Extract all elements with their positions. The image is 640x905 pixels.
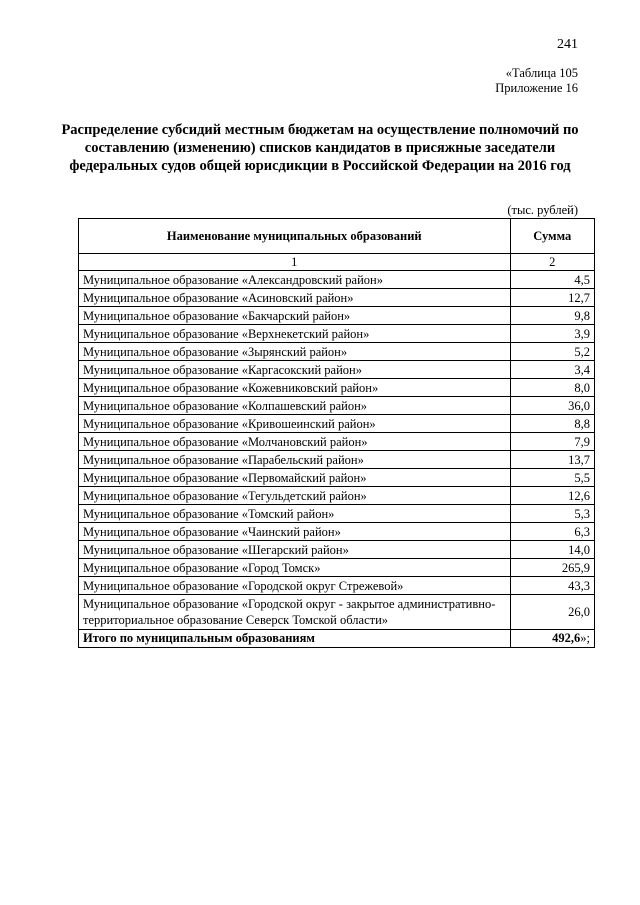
row-sum: 9,8 — [510, 307, 594, 325]
row-name: Муниципальное образование «Зырянский район» — [79, 343, 511, 361]
row-sum: 12,7 — [510, 289, 594, 307]
row-name: Муниципальное образование «Тегульдетский район» — [79, 487, 511, 505]
table-row — [79, 307, 595, 325]
total-label: Итого по муниципальным образованиям — [79, 630, 511, 648]
row-sum: 6,3 — [510, 523, 594, 541]
table-reference: «Таблица 105 — [505, 66, 578, 80]
appendix-reference — [495, 66, 578, 96]
row-sum: 36,0 — [510, 397, 594, 415]
table-row — [79, 397, 595, 415]
table-row — [79, 595, 595, 630]
row-name: Муниципальное образование «Парабельский район» — [79, 451, 511, 469]
table-row — [79, 541, 595, 559]
column-number: 2 — [510, 254, 594, 271]
row-sum: 12,6 — [510, 487, 594, 505]
row-sum: 5,3 — [510, 505, 594, 523]
table-row — [79, 487, 595, 505]
table-row — [79, 361, 595, 379]
row-name: Муниципальное образование «Александровский район» — [79, 271, 511, 289]
row-name: Муниципальное образование «Верхнекетский район» — [79, 325, 511, 343]
table-row — [79, 523, 595, 541]
row-sum: 3,4 — [510, 361, 594, 379]
row-sum: 14,0 — [510, 541, 594, 559]
row-name: Муниципальное образование «Асиновский район» — [79, 289, 511, 307]
row-name: Муниципальное образование «Шегарский район» — [79, 541, 511, 559]
column-number-row — [79, 254, 595, 271]
row-name: Муниципальное образование «Городской округ Стрежевой» — [79, 577, 511, 595]
total-sum: 492,6 — [552, 631, 581, 645]
table-row — [79, 325, 595, 343]
row-name: Муниципальное образование «Каргасокский район» — [79, 361, 511, 379]
table-row — [79, 469, 595, 487]
header-name: Наименование муниципальных образований — [79, 219, 511, 254]
row-sum: 8,8 — [510, 415, 594, 433]
document-title: Распределение субсидий местным бюджетам на осуществление полномочий по составлению (изменению) списков кандидатов в присяжные заседатели федеральных судов общей юрисдикции в Российской Федерации на 2016 год — [61, 122, 579, 174]
subsidy-table — [78, 218, 595, 648]
table-header-row — [79, 219, 595, 254]
total-sum-cell — [510, 630, 594, 648]
row-name: Муниципальное образование «Томский район» — [79, 505, 511, 523]
row-sum: 5,5 — [510, 469, 594, 487]
row-sum: 26,0 — [510, 595, 594, 630]
row-sum: 7,9 — [510, 433, 594, 451]
total-row — [79, 630, 595, 648]
row-sum: 8,0 — [510, 379, 594, 397]
table-row — [79, 559, 595, 577]
table-row — [79, 271, 595, 289]
table-row — [79, 505, 595, 523]
total-suffix: »; — [580, 631, 590, 645]
table-row — [79, 577, 595, 595]
header-sum: Сумма — [510, 219, 594, 254]
row-sum: 13,7 — [510, 451, 594, 469]
table-row — [79, 343, 595, 361]
table-row — [79, 379, 595, 397]
table-row — [79, 451, 595, 469]
row-name: Муниципальное образование «Городской округ - закрытое административно-территориальное образование Северск Томской области» — [79, 595, 511, 630]
page-number: 241 — [557, 37, 578, 52]
row-sum: 5,2 — [510, 343, 594, 361]
row-name: Муниципальное образование «Кожевниковский район» — [79, 379, 511, 397]
table-row — [79, 415, 595, 433]
column-number: 1 — [79, 254, 511, 271]
unit-label: (тыс. рублей) — [507, 203, 578, 217]
row-sum: 4,5 — [510, 271, 594, 289]
row-name: Муниципальное образование «Кривошеинский район» — [79, 415, 511, 433]
table-row — [79, 433, 595, 451]
row-name: Муниципальное образование «Колпашевский район» — [79, 397, 511, 415]
table-row — [79, 289, 595, 307]
row-sum: 43,3 — [510, 577, 594, 595]
row-name: Муниципальное образование «Бакчарский район» — [79, 307, 511, 325]
row-name: Муниципальное образование «Город Томск» — [79, 559, 511, 577]
row-name: Муниципальное образование «Чаинский район» — [79, 523, 511, 541]
row-sum: 3,9 — [510, 325, 594, 343]
row-name: Муниципальное образование «Первомайский район» — [79, 469, 511, 487]
annex-reference: Приложение 16 — [495, 81, 578, 95]
row-name: Муниципальное образование «Молчановский район» — [79, 433, 511, 451]
row-sum: 265,9 — [510, 559, 594, 577]
